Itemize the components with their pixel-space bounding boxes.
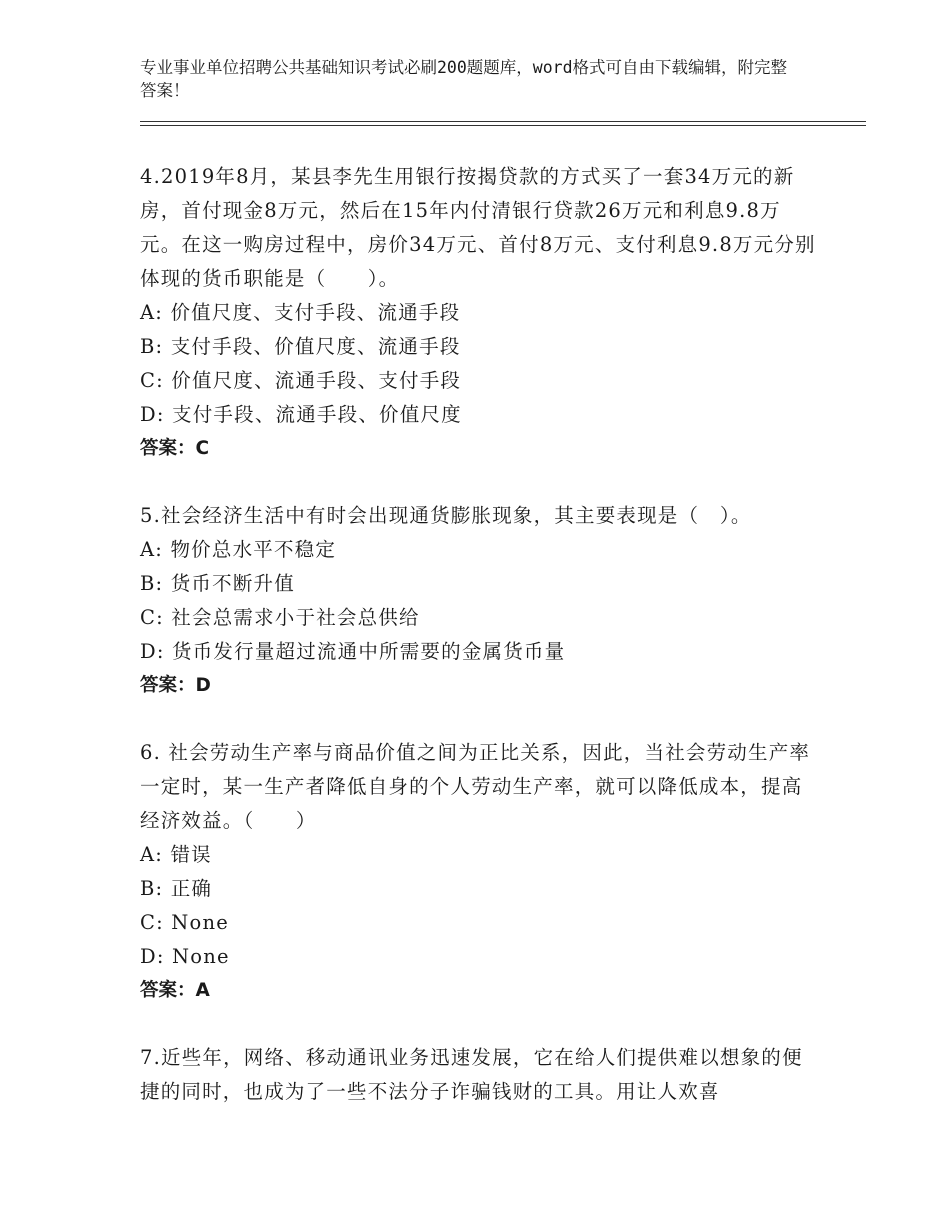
option-text: 社会总需求小于社会总供给 xyxy=(171,606,420,629)
option-c xyxy=(140,906,820,940)
option-a xyxy=(140,838,820,872)
question-text: 4.2019年8月，某县李先生用银行按揭贷款的方式买了一套34万元的新房，首付现金8万元，然后在15年内付清银行贷款26万元和利息9.8万元。在这一购房过程中，房价34万元、首付8万元、支付利息9.8万元分别体现的货币职能是（ ）。 xyxy=(140,165,816,290)
option-text: 货币发行量超过流通中所需要的金属货币量 xyxy=(172,640,566,663)
header-divider-top xyxy=(140,121,866,122)
option-text: 支付手段、价值尺度、流通手段 xyxy=(170,335,461,358)
option-a xyxy=(140,533,820,567)
answer-line xyxy=(140,974,820,1008)
option-key: C: xyxy=(140,606,164,629)
option-b xyxy=(140,872,820,906)
option-key: C: xyxy=(140,911,164,934)
answer-value: C xyxy=(195,438,210,459)
question-5 xyxy=(140,499,820,703)
answer-label: 答案： xyxy=(140,675,196,696)
answer-label: 答案： xyxy=(140,438,196,459)
answer-label: 答案： xyxy=(140,980,196,1001)
option-c xyxy=(140,364,820,398)
question-6 xyxy=(140,736,820,1008)
option-key: D: xyxy=(140,403,165,426)
option-text: None xyxy=(172,945,230,968)
question-7 xyxy=(140,1041,820,1109)
answer-line xyxy=(140,669,820,703)
option-key: D: xyxy=(140,945,165,968)
option-d xyxy=(140,635,820,669)
answer-value: A xyxy=(195,980,210,1001)
option-key: A: xyxy=(140,301,164,324)
header-divider-bottom xyxy=(140,125,866,126)
option-key: B: xyxy=(140,572,164,595)
option-text: 物价总水平不稳定 xyxy=(170,538,337,561)
option-key: A: xyxy=(140,538,164,561)
option-key: B: xyxy=(140,335,164,358)
option-text: 价值尺度、流通手段、支付手段 xyxy=(171,369,462,392)
answer-value: D xyxy=(195,675,211,696)
option-key: B: xyxy=(140,877,164,900)
question-4 xyxy=(140,160,820,466)
option-text: 价值尺度、支付手段、流通手段 xyxy=(170,301,461,324)
option-key: D: xyxy=(140,640,165,663)
option-d xyxy=(140,398,820,432)
question-list xyxy=(140,160,820,1142)
option-text: 错误 xyxy=(170,843,212,866)
question-text: 5.社会经济生活中有时会出现通货膨胀现象，其主要表现是（ ）。 xyxy=(140,504,752,527)
option-a xyxy=(140,296,820,330)
option-c xyxy=(140,601,820,635)
option-key: C: xyxy=(140,369,164,392)
answer-line xyxy=(140,432,820,466)
option-text: None xyxy=(171,911,229,934)
question-text: 6. 社会劳动生产率与商品价值之间为正比关系，因此，当社会劳动生产率一定时，某一生产者降低自身的个人劳动生产率，就可以降低成本，提高经济效益。（ ） xyxy=(140,741,811,832)
option-b xyxy=(140,567,820,601)
option-key: A: xyxy=(140,843,164,866)
option-b xyxy=(140,330,820,364)
option-text: 正确 xyxy=(170,877,213,900)
document-header: 专业事业单位招聘公共基础知识考试必刷200题题库，word格式可自由下载编辑，附完整答案！ xyxy=(140,58,788,100)
option-text: 货币不断升值 xyxy=(170,572,295,595)
option-text: 支付手段、流通手段、价值尺度 xyxy=(172,403,462,426)
question-text: 7.近些年，网络、移动通讯业务迅速发展，它在给人们提供难以想象的便捷的同时，也成为了一些不法分子诈骗钱财的工具。用让人欢喜 xyxy=(140,1046,803,1103)
option-d xyxy=(140,940,820,974)
